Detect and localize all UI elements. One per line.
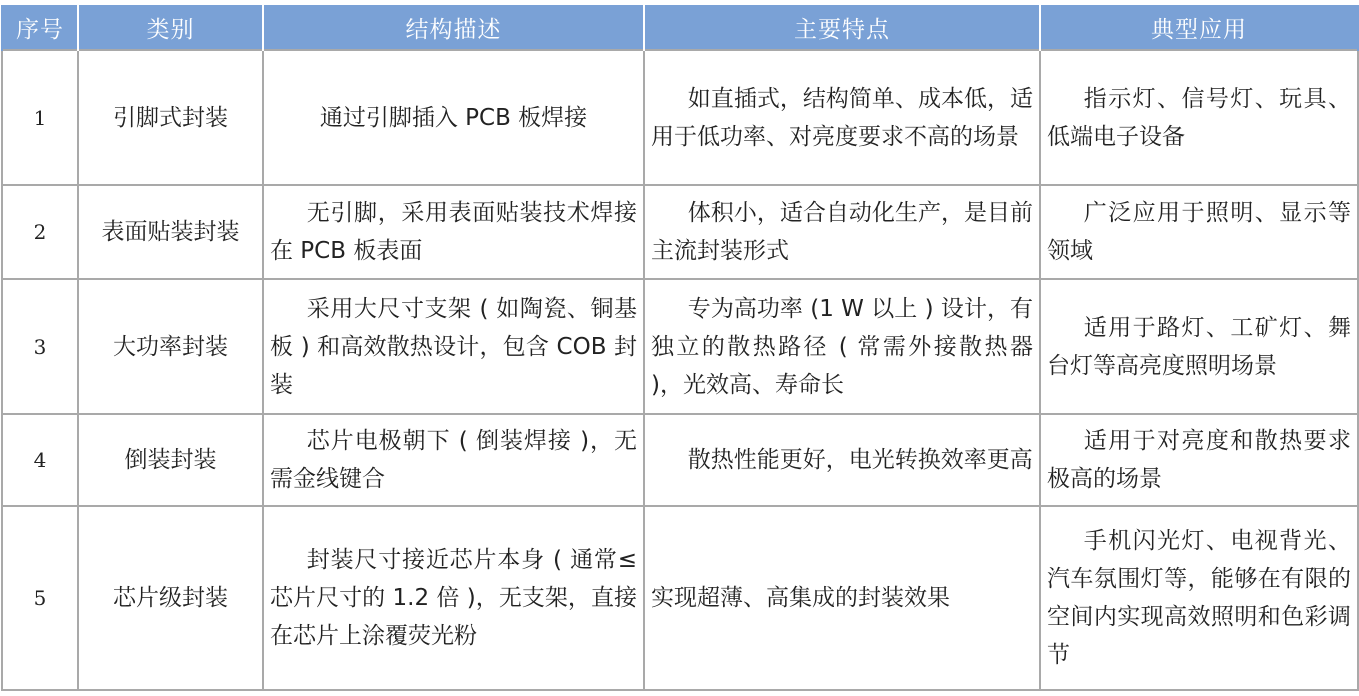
row-no: 5 [2,506,78,690]
header-applications: 典型应用 [1040,5,1358,50]
row-features: 体积小，适合自动化生产，是目前主流封装形式 [644,185,1040,279]
row-applications: 适用于路灯、工矿灯、舞台灯等高亮度照明场景 [1040,279,1358,414]
row-category: 大功率封装 [78,279,263,414]
row-no: 1 [2,50,78,185]
row-no: 2 [2,185,78,279]
row-applications: 广泛应用于照明、显示等领域 [1040,185,1358,279]
row-structure: 采用大尺寸支架 ( 如陶瓷、铜基板 ) 和高效散热设计，包含 COB 封装 [263,279,644,414]
row-category: 倒装封装 [78,414,263,506]
header-no: 序号 [2,5,78,50]
header-row [2,5,1358,50]
row-features: 专为高功率 (1 W 以上 ) 设计，有独立的散热路径 ( 常需外接散热器 )，光效高、寿命长 [644,279,1040,414]
header-features: 主要特点 [644,5,1040,50]
row-features: 实现超薄、高集成的封装效果 [644,506,1040,690]
row-structure: 芯片电极朝下 ( 倒装焊接 )，无需金线键合 [263,414,644,506]
row-structure: 封装尺寸接近芯片本身 ( 通常≤芯片尺寸的 1.2 倍 )，无支架，直接在芯片上涂覆荧光粉 [263,506,644,690]
led-package-table [1,5,1359,691]
row-category: 引脚式封装 [78,50,263,185]
table-row [2,279,1358,414]
row-features: 如直插式，结构简单、成本低，适用于低功率、对亮度要求不高的场景 [644,50,1040,185]
table-row [2,414,1358,506]
row-applications: 手机闪光灯、电视背光、汽车氛围灯等，能够在有限的空间内实现高效照明和色彩调节 [1040,506,1358,690]
row-structure: 无引脚，采用表面贴装技术焊接在 PCB 板表面 [263,185,644,279]
row-category: 芯片级封装 [78,506,263,690]
header-category: 类别 [78,5,263,50]
row-category: 表面贴装封装 [78,185,263,279]
row-no: 4 [2,414,78,506]
table-row [2,185,1358,279]
row-applications: 适用于对亮度和散热要求极高的场景 [1040,414,1358,506]
row-features: 散热性能更好，电光转换效率更高 [644,414,1040,506]
table-row [2,50,1358,185]
row-applications: 指示灯、信号灯、玩具、低端电子设备 [1040,50,1358,185]
header-structure: 结构描述 [263,5,644,50]
row-structure: 通过引脚插入 PCB 板焊接 [263,50,644,185]
row-no: 3 [2,279,78,414]
table-row [2,506,1358,690]
